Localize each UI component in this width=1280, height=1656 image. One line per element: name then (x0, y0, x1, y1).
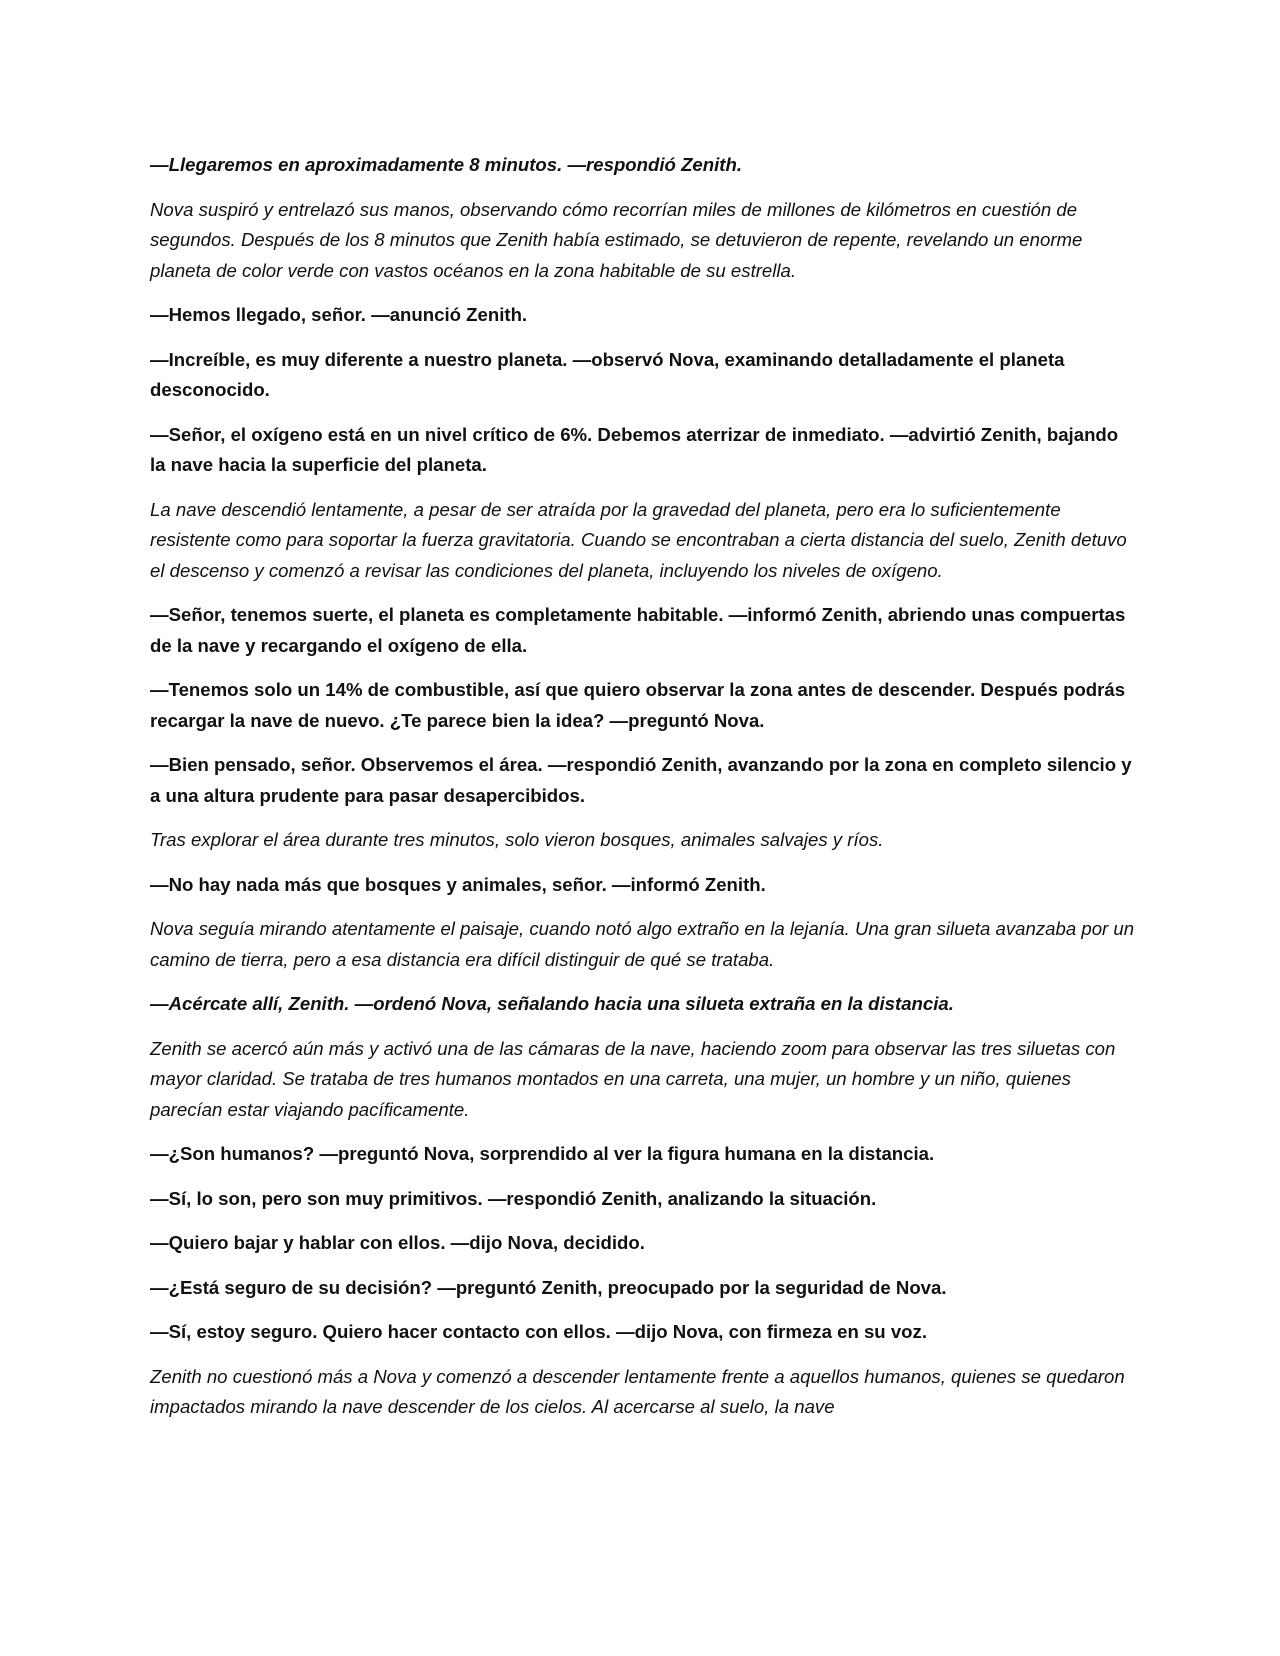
document-body (150, 150, 1135, 1437)
dialogue-line: —Sí, lo son, pero son muy primitivos. —respondió Zenith, analizando la situación. (150, 1187, 877, 1209)
dialogue-line: —No hay nada más que bosques y animales, señor. —informó Zenith. (150, 873, 766, 895)
narration-paragraph: Zenith no cuestionó más a Nova y comenzó a descender lentamente frente a aquellos humanos, quienes se quedaron impactados mirando la nave descender de los cielos. Al acercarse al suelo, la nave (150, 1365, 1125, 1417)
dialogue-line: —¿Está seguro de su decisión? —preguntó Zenith, preocupado por la seguridad de Nova. (150, 1276, 947, 1298)
dialogue-line: —Llegaremos en aproximadamente 8 minutos. —respondió Zenith. (150, 154, 743, 175)
dialogue-line: —Tenemos solo un 14% de combustible, así que quiero observar la zona antes de descender. Después podrás recargar la nave de nuevo. ¿Te parece bien la idea? —preguntó Nova. (150, 679, 1126, 731)
dialogue-line: —Acércate allí, Zenith. —ordenó Nova, señalando hacia una silueta extraña en la distancia. (150, 993, 954, 1014)
narration-paragraph: Zenith se acercó aún más y activó una de las cámaras de la nave, haciendo zoom para observar las tres siluetas con mayor claridad. Se trataba de tres humanos montados en una carreta, una mujer, un hombre y un niño, quienes parecían estar viajando pacíficamente. (150, 1037, 1116, 1120)
dialogue-line: —Bien pensado, señor. Observemos el área. —respondió Zenith, avanzando por la zona en completo silencio y a una altura prudente para pasar desapercibidos. (150, 754, 1132, 806)
dialogue-line: —Hemos llegado, señor. —anunció Zenith. (150, 304, 528, 325)
dialogue-line: —Increíble, es muy diferente a nuestro planeta. —observó Nova, examinando detalladamente el planeta desconocido. (150, 348, 1065, 400)
dialogue-line: —Quiero bajar y hablar con ellos. —dijo Nova, decidido. (150, 1232, 645, 1253)
narration-paragraph: La nave descendió lentamente, a pesar de ser atraída por la gravedad del planeta, pero era lo suficientemente resistente como para soportar la fuerza gravitatoria. Cuando se encontraban a cierta distancia del suelo, Zenith detuvo el descenso y comenzó a revisar las condiciones del planeta, incluyendo los niveles de oxígeno. (150, 498, 1127, 581)
dialogue-line: —Señor, tenemos suerte, el planeta es completamente habitable. —informó Zenith, abriendo unas compuertas de la nave y recargando el oxígeno de ella. (150, 604, 1126, 656)
narration-paragraph: Tras explorar el área durante tres minutos, solo vieron bosques, animales salvajes y ríos. (150, 829, 884, 850)
dialogue-line: —Sí, estoy seguro. Quiero hacer contacto con ellos. —dijo Nova, con firmeza en su voz. (150, 1321, 927, 1342)
narration-paragraph: Nova seguía mirando atentamente el paisaje, cuando notó algo extraño en la lejanía. Una gran silueta avanzaba por un camino de tierra, pero a esa distancia era difícil distinguir de qué se trataba. (150, 918, 1135, 970)
dialogue-line: —¿Son humanos? —preguntó Nova, sorprendido al ver la figura humana en la distancia. (150, 1143, 935, 1164)
narration-paragraph: Nova suspiró y entrelazó sus manos, observando cómo recorrían miles de millones de kilómetros en cuestión de segundos. Después de los 8 minutos que Zenith había estimado, se detuvieron de repente, revelando un enorme planeta de color verde con vastos océanos en la zona habitable de su estrella. (150, 198, 1083, 281)
dialogue-line: —Señor, el oxígeno está en un nivel crítico de 6%. Debemos aterrizar de inmediato. —advirtió Zenith, bajando la nave hacia la superficie del planeta. (150, 423, 1119, 475)
